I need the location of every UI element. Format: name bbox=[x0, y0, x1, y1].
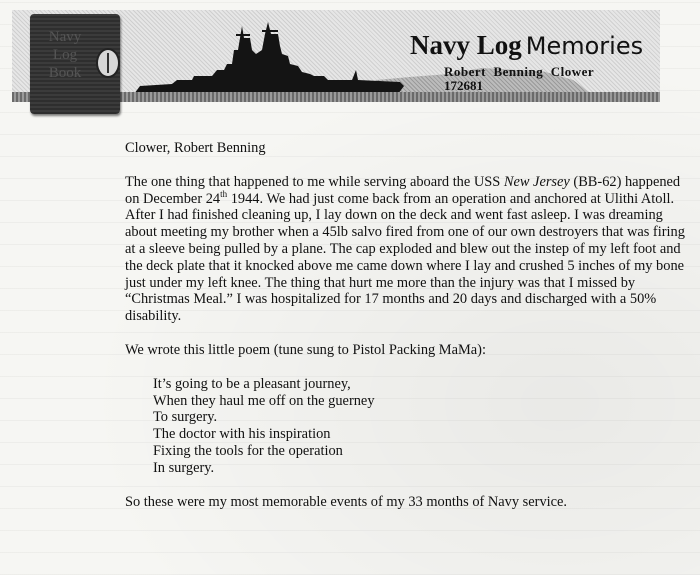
navy-log-book-icon bbox=[30, 14, 120, 114]
poem-line: When they haul me off on the guerney bbox=[153, 392, 375, 409]
poem-line: It’s going to be a pleasant journey, bbox=[153, 375, 351, 392]
poem-line: To surgery. bbox=[153, 409, 218, 426]
memoir-body bbox=[125, 140, 685, 510]
poem bbox=[139, 376, 685, 477]
story-paragraph bbox=[125, 174, 685, 325]
poem-line: The doctor with his inspiration bbox=[153, 426, 331, 443]
story-text: 1944. We had just come back from an operation and anchored at Ulithi Atoll. After I had finished cleaning up, I lay down on the deck and went fast asleep. I was dreaming about meeting my brother when a 45lb salvo fired from one of our own destroyers that was firing at a sleeve being pulled by a plane. The cap exploded and blew out the instep of my left foot and the deck plate that it knocked above me came down where I lay and crushed 5 inches of my bone just under my left knee. The thing that hurt me more than the injury was that I missed by “Christmas Meal.” I was hospitalized for 17 months and 20 days and discharged with a 50% disability. bbox=[125, 190, 685, 325]
clasp-icon bbox=[96, 48, 120, 78]
header-title bbox=[410, 30, 643, 61]
author-service-number: 172681 bbox=[444, 78, 483, 93]
author-name: Robert Benning Clower bbox=[444, 64, 595, 79]
poem-intro: We wrote this little poem (tune sung to Pistol Packing MaMa): bbox=[125, 341, 486, 358]
salutation: Clower, Robert Benning bbox=[125, 140, 266, 156]
story-text: The one thing that happened to me while serving aboard the USS bbox=[125, 173, 504, 190]
logbook-line: Navy bbox=[48, 29, 82, 45]
logbook-label bbox=[40, 28, 90, 82]
logbook-line: Log bbox=[52, 47, 78, 63]
logbook-line: Book bbox=[48, 65, 82, 81]
closing-line: So these were my most memorable events of my 33 months of Navy service. bbox=[125, 493, 568, 510]
title-main: Navy Log bbox=[410, 30, 522, 60]
title-sub: Memories bbox=[525, 32, 644, 60]
battleship-silhouette-icon bbox=[132, 20, 407, 100]
ship-name: New Jersey bbox=[503, 173, 570, 190]
story-text: (BB-62) happened on December 24 bbox=[125, 173, 681, 207]
date-suffix: th bbox=[220, 188, 228, 199]
poem-line: In surgery. bbox=[153, 459, 215, 476]
poem-line: Fixing the tools for the operation bbox=[153, 442, 343, 459]
